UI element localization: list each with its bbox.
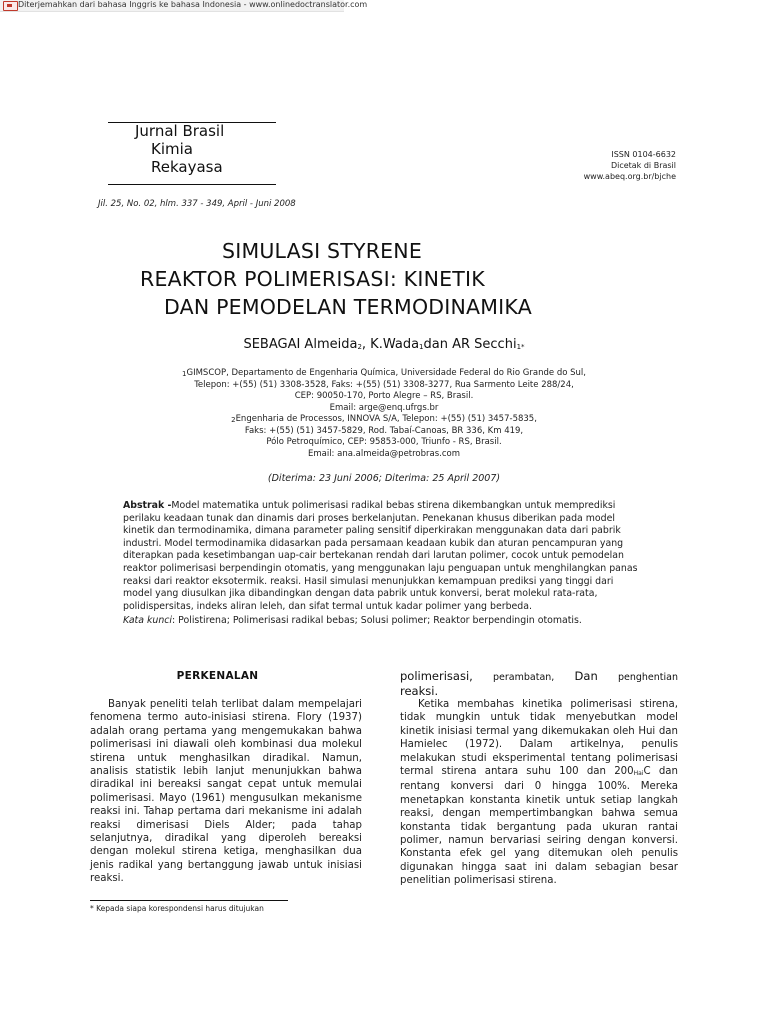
right-column-continuation [400, 670, 678, 698]
received-dates: (Diterima: 23 Juni 2006; Diterima: 25 April 2007) [267, 473, 501, 484]
abstract-label: Abstrak - [123, 500, 172, 511]
affiliation-1-line3: CEP: 90050-170, Porto Alegre – RS, Brasil. [294, 391, 474, 401]
keywords-label: Kata kunci [123, 615, 173, 626]
translator-logo-icon [3, 1, 18, 11]
issn-line: ISSN 0104-6632 [611, 150, 676, 159]
author-3: dan AR Secchi [423, 337, 517, 352]
affiliation-2-line2: Faks: +(55) (51) 3457-5829, Rod. Tabaí-Canoas, BR 336, Km 419, [244, 425, 524, 436]
intro-left-paragraph: Banyak peneliti telah terlibat dalam mempelajari fenomena termo auto-inisiasi stirena. Flory (1937) adalah orang pertama yang mengemukakan bahwa polimerisasi ini diawali oleh kombinasi dua molekul stirena untuk menghasilkan diradikal. Namun, analisis statistik lebih lanjut menunjukkan bahwa diradikal ini bereaksi sangat cepat untuk memulai polimerisasi. Mayo (1961) mengusulkan mekanisme reaksi ini. Tahap pertama dari mekanisme ini adalah reaksi dimerisasi Diels Alder; pada tahap selanjutnya, diradikal yang diperoleh bereaksi dengan molekul stirena ketiga, menghasilkan dua jenis radikal yang bertanggung jawab untuk inisiasi reaksi. [90, 699, 362, 885]
footnote-rule [90, 900, 288, 901]
continuation-word-3: Dan [574, 669, 598, 683]
translator-banner [0, 0, 368, 12]
author-2: , K.Wada [361, 337, 420, 352]
continuation-word-1: polimerisasi, [400, 669, 473, 683]
title-line3: DAN PEMODELAN TERMODINAMIKA [164, 295, 532, 319]
author-1-mark: 2 [357, 343, 362, 351]
title-line2: REAKTOR POLIMERISASI: KINETIK [140, 267, 485, 291]
affiliation-1-line2: Telepon: +(55) (51) 3308-3528, Faks: +(55) (51) 3308-3277, Rua Sarmento Leite 288/24, [194, 379, 574, 390]
section-heading: PERKENALAN [176, 670, 259, 682]
intro-right-paragraph [400, 698, 678, 888]
author-1: SEBAGAI Almeida [243, 337, 358, 352]
journal-bottom-rule [108, 184, 276, 185]
affiliation-2-text: Engenharia de Processos, INNOVA S/A, Telepon: +(55) (51) 3457-5835, [235, 414, 537, 424]
author-2-mark: 1 [419, 343, 424, 351]
affiliation-2-mark: 2 [231, 416, 236, 424]
journal-name-line2: Kimia [151, 140, 193, 158]
abstract [123, 500, 643, 613]
right-para-subscript: Hai [633, 770, 644, 778]
keywords [123, 615, 643, 627]
author-list [0, 337, 768, 352]
affiliation-2-line3: Pólo Petroquímico, CEP: 95853-000, Triunfo - RS, Brasil. [266, 437, 502, 447]
continuation-word-5: reaksi. [400, 683, 439, 698]
printed-in-line: Dicetak di Brasil [610, 161, 676, 170]
continuation-word-4: penghentian [617, 672, 678, 683]
affiliation-1-email[interactable]: Email: arge@enq.ufrgs.br [329, 402, 439, 413]
affiliation-1-mark: 1 [182, 370, 187, 378]
correspondence-footnote: * Kepada siapa korespondensi harus ditujukan [90, 904, 264, 913]
title-line1: SIMULASI STYRENE [222, 239, 422, 263]
right-para-part-a: Ketika membahas kinetika polimerisasi stirena, tidak mungkin untuk tidak menyebutkan model kinetik inisiasi termal yang dikemukakan oleh Hui dan Hamielec (1972). Dalam artikelnya, penulis melakukan studi eksperimental tentang polimerisasi termal stirena antara suhu 100 dan 200 [400, 699, 678, 778]
volume-info: Jil. 25, No. 02, hlm. 337 - 349, April - Juni 2008 [98, 199, 296, 209]
author-3-mark: 1* [516, 343, 525, 351]
keywords-text: : Polistirena; Polimerisasi radikal bebas; Solusi polimer; Reaktor berpendingin otomatis. [172, 615, 582, 626]
journal-name-line1: Jurnal Brasil [135, 122, 225, 140]
abstract-text: Model matematika untuk polimerisasi radikal bebas stirena dikembangkan untuk memprediksi perilaku keadaan tunak dan dinamis dari proses berkelanjutan. Penekanan khusus diberikan pada model kinetik dan termodinamika, dimana parameter paling sensitif diperkirakan menggunakan data dari pabrik industri. Model termodinamika didasarkan pada persamaan keadaan kubik dan aturan pencampuran yang diterapkan pada kesetimbangan uap-cair bertekanan rendah dari larutan polimer, cocok untuk pemodelan reaktor polimerisasi berpendingin otomatis, yang menggunakan laju penguapan untuk menghilangkan panas reaksi dari reaktor eksotermik. reaksi. Hasil simulasi menunjukkan kemampuan prediksi yang tinggi dari model yang diusulkan jika dibandingkan dengan data pabrik untuk konversi, berat molekul rata-rata, polidispersitas, indeks aliran leleh, dan sifat termal untuk kadar polimer yang berbeda. [123, 500, 638, 612]
journal-name-line3: Rekayasa [151, 158, 223, 176]
journal-url[interactable]: www.abeq.org.br/bjche [583, 172, 676, 181]
continuation-word-2: perambatan, [493, 672, 555, 683]
right-para-part-b: C dan rentang konversi dari 0 hingga 100%. Mereka menetapkan konstanta kinetik untuk setiap langkah reaksi, dengan mempertimbangkan bahwa semua konstanta tidak bergantung pada ukuran rantai polimer, namun bervariasi seiring dengan konversi. Konstanta efek gel yang ditemukan oleh penulis digunakan hingga saat ini dalam sebagian besar penelitian polimerisasi stirena. [400, 766, 678, 887]
affiliation-1-text: GIMSCOP, Departamento de Engenharia Química, Universidade Federal do Rio Grande do Sul, [186, 368, 586, 378]
affiliation-2-email[interactable]: Email: ana.almeida@petrobras.com [307, 448, 461, 459]
banner-text[interactable]: Diterjemahkan dari bahasa Inggris ke bahasa Indonesia - www.onlinedoctranslator.com [18, 0, 368, 9]
